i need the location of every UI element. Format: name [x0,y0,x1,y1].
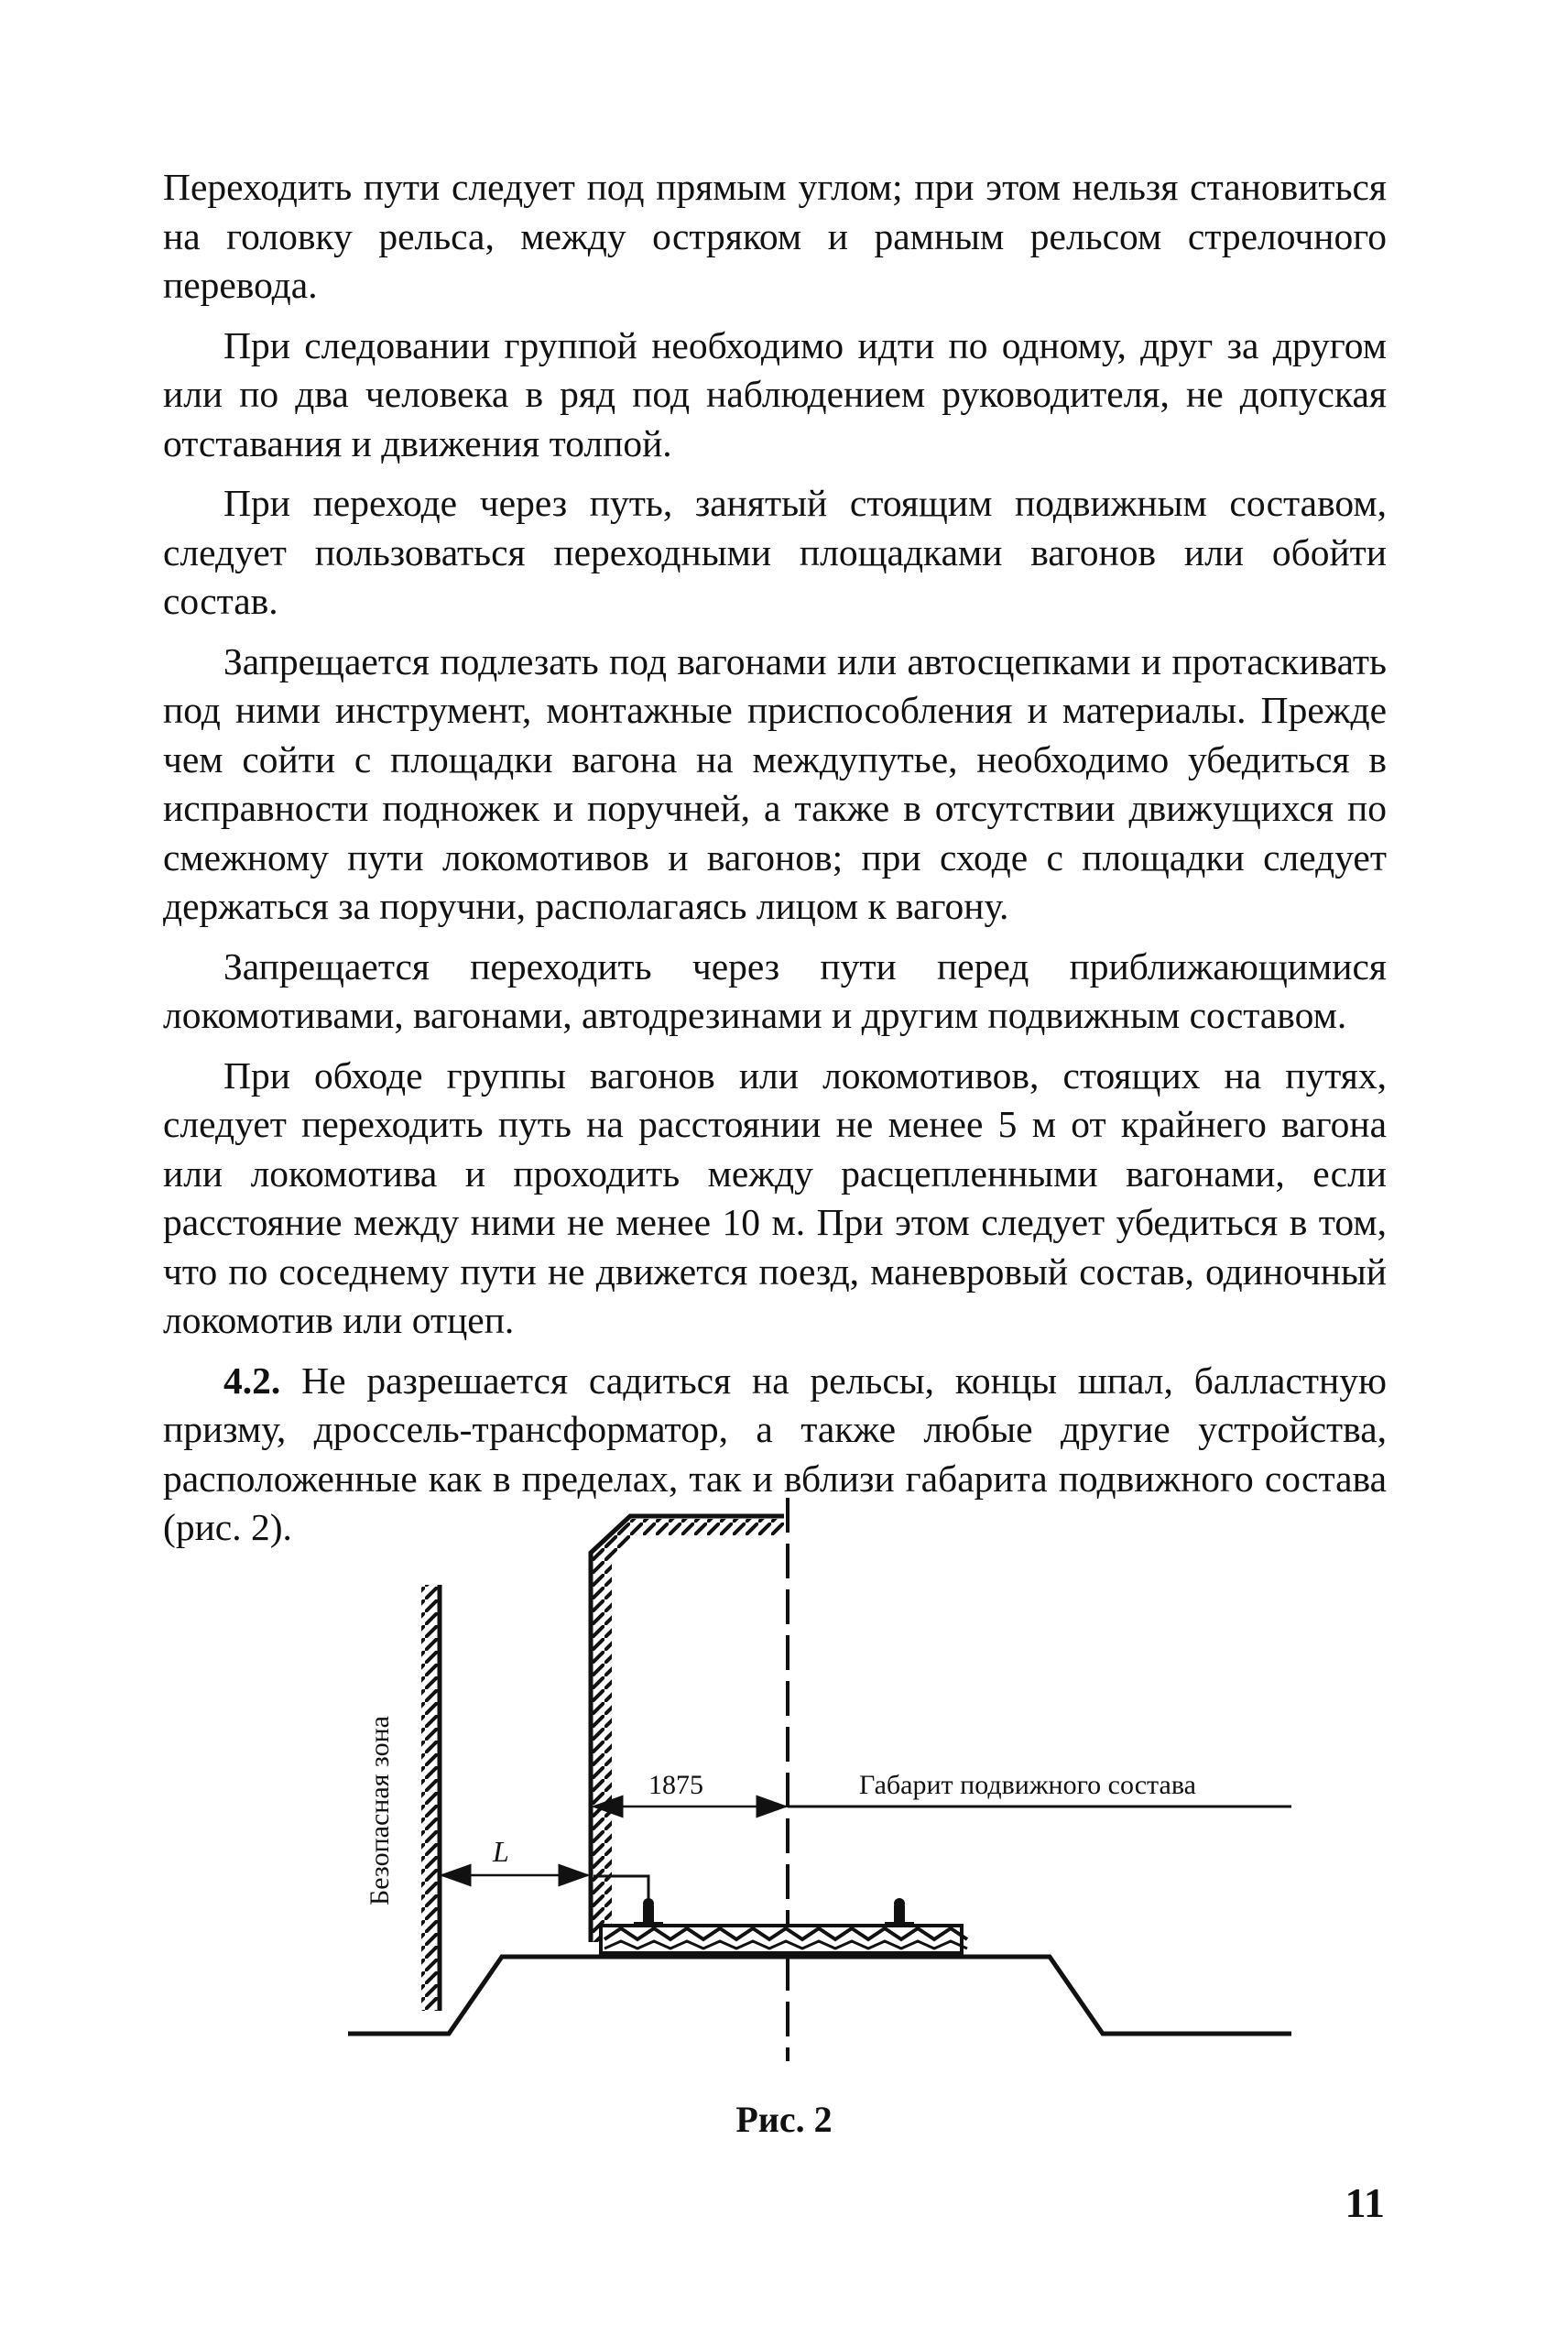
clearance-diagram [348,1484,1319,2070]
clearance-label: Габарит подвижного состава [859,1770,1196,1800]
distance-label: L [493,1835,509,1868]
section-text: Не разрешается садиться на рельсы, концы шпал, балластную призму, дроссель-трансформатор, а также любые другие устройства, расположенные как в пределах, так и вблизи габарита подвижного состава (рис. 2). [163,1359,1387,1548]
safe-zone-wall [421,1585,440,2011]
paragraph-4: Запрещается подлезать под вагонами или автосцепками и протаскивать под ними инструмент, монтажные приспособления и материалы. Прежде чем сойти с площадки вагона на междупутье, необходимо убедиться в исправности подножек и поручней, а также в отсутствии движущихся по смежному пути локомотивов и вагонов; при сходе с площадки следует держаться за поручни, располагаясь лицом к вагону. [163,639,1387,927]
body-text [163,163,1387,1564]
section-number: 4.2. [223,1359,281,1402]
page-number: 11 [1345,2179,1385,2226]
safe-zone-label: Безопасная зона [365,1716,395,1905]
ballast-prism [348,1957,1291,2034]
dimension-value: 1875 [648,1770,703,1800]
paragraph-2: При следовании группой необходимо идти по одному, друг за другом или по два человека в ряд под наблюдением руководителя, не допуская отставания и движения толпой. [163,323,1387,464]
figure-caption: Рис. 2 [735,2099,833,2140]
paragraph-5: Запрещается переходить через пути перед приближающимися локомотивами, вагонами, автодрезинами и другим подвижным составом. [163,944,1387,1036]
rail-left [634,1898,663,1927]
rail-right [885,1898,914,1927]
figure-2 [348,1484,1319,2070]
paragraph-6: При обходе группы вагонов или локомотивов, стоящих на путях, следует переходить путь на расстоянии не менее 5 м от крайнего вагона или локомотива и проходить между расцепленными вагонами, если расстояние между ними не менее 10 м. При этом следует убедиться в том, что по соседнему пути не движется поезд, маневровый состав, одиночный локомотив или отцеп. [163,1053,1387,1341]
clearance-outline [591,1516,784,1942]
paragraph-1: Переходить пути следует под прямым углом; при этом нельзя становиться на головку рельса, между остряком и рамным рельсом стрелочного перевода. [163,166,1387,306]
sleeper [601,1926,967,1953]
paragraph-3: При переходе через путь, занятый стоящим подвижным составом, следует пользоваться переходными площадками вагонов или обойти состав. [163,482,1387,622]
